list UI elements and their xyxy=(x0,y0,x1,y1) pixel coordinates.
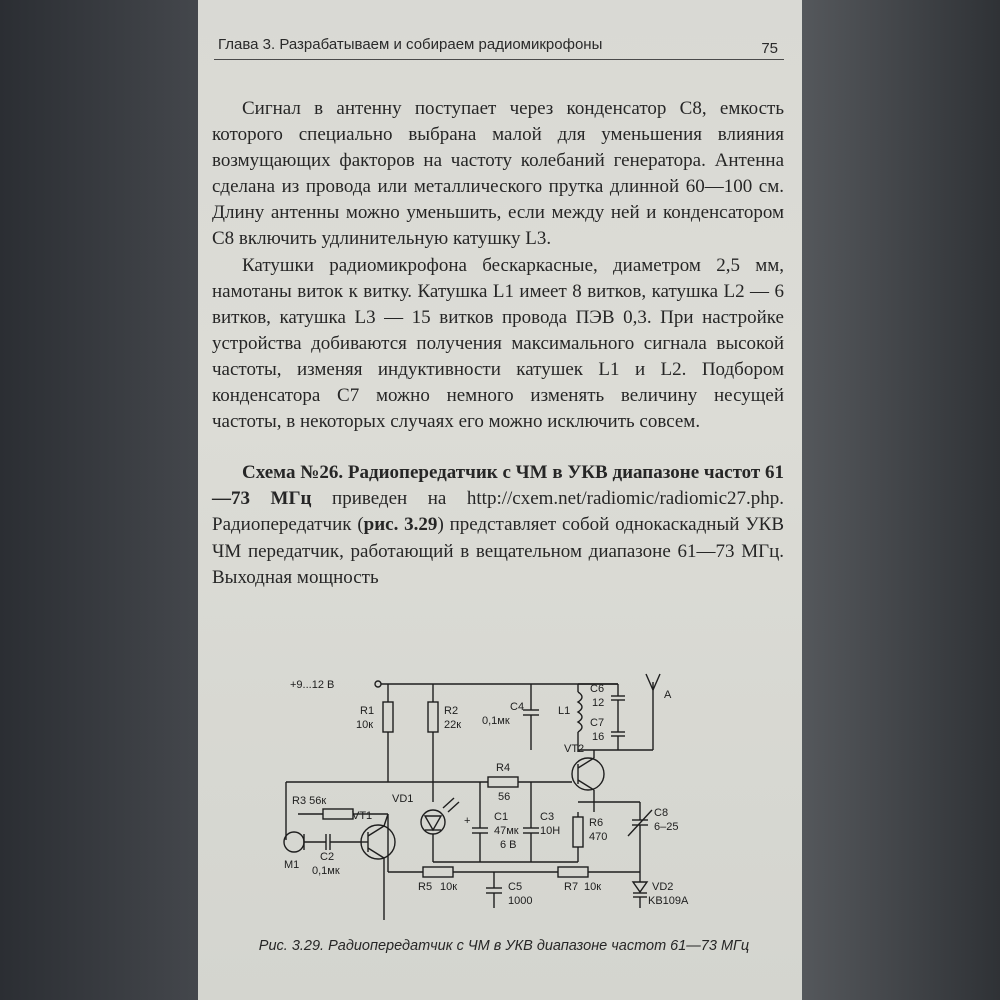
c1-plus: + xyxy=(464,815,471,827)
c1-value: 47мк xyxy=(494,825,519,837)
paragraph-2: Катушки радиомикрофона бескаркасные, диаметром 2,5 мм, намотаны виток к витку. Катушка L1 имеет 8 витков, катушка L2 — 6 витков, катушка L3 — 15 витков провода ПЭВ 0,3. При настройке устройства добиваются получения максимального сигнала высокой частоты, изменяя индуктивности катушек L1 и L2. Подбором конденсатора С7 можно немного изменять величину несущей частоты, в некоторых случаях его можно исключить совсем. xyxy=(212,254,784,433)
c5-label: C5 xyxy=(508,881,523,893)
resistor-r5 xyxy=(423,867,453,877)
resistor-r7 xyxy=(558,867,588,877)
r5-value: 10к xyxy=(440,881,458,893)
c2-label: C2 xyxy=(320,851,335,863)
c1-label: C1 xyxy=(494,811,509,823)
r4-value: 56 xyxy=(498,791,511,803)
c4-value: 0,1мк xyxy=(482,715,510,727)
supply-terminal xyxy=(375,681,381,687)
c6-label: C6 xyxy=(590,683,605,695)
vd2-value: KB109A xyxy=(648,895,689,907)
background-left xyxy=(0,0,200,1000)
c5-value: 1000 xyxy=(508,895,533,907)
c4-label: C4 xyxy=(510,701,525,713)
background-right xyxy=(800,0,1000,1000)
paragraph-3 xyxy=(212,460,784,590)
r7-label: R7 xyxy=(564,881,579,893)
supply-label: +9...12 В xyxy=(290,679,335,691)
r2-value: 22к xyxy=(444,719,462,731)
circuit-schematic xyxy=(268,662,808,942)
transistor-vt2 xyxy=(572,758,604,790)
c8-value: 6–25 xyxy=(654,821,679,833)
m1-label: M1 xyxy=(284,859,300,871)
microphone-m1 xyxy=(284,832,304,852)
c7-label: C7 xyxy=(590,717,605,729)
c6-value: 12 xyxy=(592,697,605,709)
paragraph-3-a: приведен на http://cxem.net/radiomic/radiomic27.php. Радиопередатчик ( xyxy=(212,488,784,536)
r6-value: 470 xyxy=(589,831,608,843)
r1-value: 10к xyxy=(356,719,374,731)
c2-value: 0,1мк xyxy=(312,865,340,877)
r5-label: R5 xyxy=(418,881,433,893)
resistor-r1 xyxy=(383,702,393,732)
vt2-label: VT2 xyxy=(564,743,585,755)
antenna-label: A xyxy=(664,689,672,701)
book-page xyxy=(198,0,802,1000)
vt1-label: VT1 xyxy=(352,810,373,822)
resistor-r4 xyxy=(488,777,518,787)
c8-label: C8 xyxy=(654,807,669,819)
resistor-r2 xyxy=(428,702,438,732)
l1-label: L1 xyxy=(558,705,571,717)
c7-value: 16 xyxy=(592,731,605,743)
r7-value: 10к xyxy=(584,881,602,893)
resistor-r6 xyxy=(573,817,583,847)
r3-label: R3 56к xyxy=(292,795,327,807)
body-text xyxy=(212,96,784,591)
r4-label: R4 xyxy=(496,762,511,774)
inductor-l1 xyxy=(578,692,582,732)
paragraph-3-b: ) представляет собой однокаскадный УКВ ЧМ передатчик, работающий в вещательном диапазоне 61—73 МГц. Выходная мощность xyxy=(212,514,785,588)
paragraph-1: Сигнал в антенну поступает через конденсатор С8, емкость которого специально выбрана малой для уменьшения влияния возмущающих факторов на частоту колебаний генератора. Антенна сделана из провода или металлического прутка длинной 60—100 см. Длину антенны можно уменьшить, если между ней и конденсатором С8 включить удлинительную катушку L3. xyxy=(212,98,784,250)
page-number: 75 xyxy=(761,40,778,57)
header-rule xyxy=(214,59,784,60)
scheme-title: Схема №26. Радиопередатчик с ЧМ в УКВ диапазоне частот 61—73 МГц xyxy=(212,462,784,510)
r2-label: R2 xyxy=(444,705,459,717)
figure-ref: рис. 3.29 xyxy=(363,514,438,536)
varicap-vd2 xyxy=(633,882,647,892)
vd1-label: VD1 xyxy=(392,793,414,805)
c3-label: C3 xyxy=(540,811,555,823)
chapter-title: Глава 3. Разрабатываем и собираем радиомикрофоны xyxy=(218,36,603,53)
c1-voltage: 6 В xyxy=(500,839,517,851)
resistor-r3 xyxy=(323,809,353,819)
running-header xyxy=(218,36,778,58)
figure-caption: Рис. 3.29. Радиопередатчик с ЧМ в УКВ диапазоне частот 61—73 МГц xyxy=(258,938,750,954)
vd2-label: VD2 xyxy=(652,881,674,893)
r1-label: R1 xyxy=(360,705,375,717)
r6-label: R6 xyxy=(589,817,604,829)
c3-value: 10Н xyxy=(540,825,561,837)
